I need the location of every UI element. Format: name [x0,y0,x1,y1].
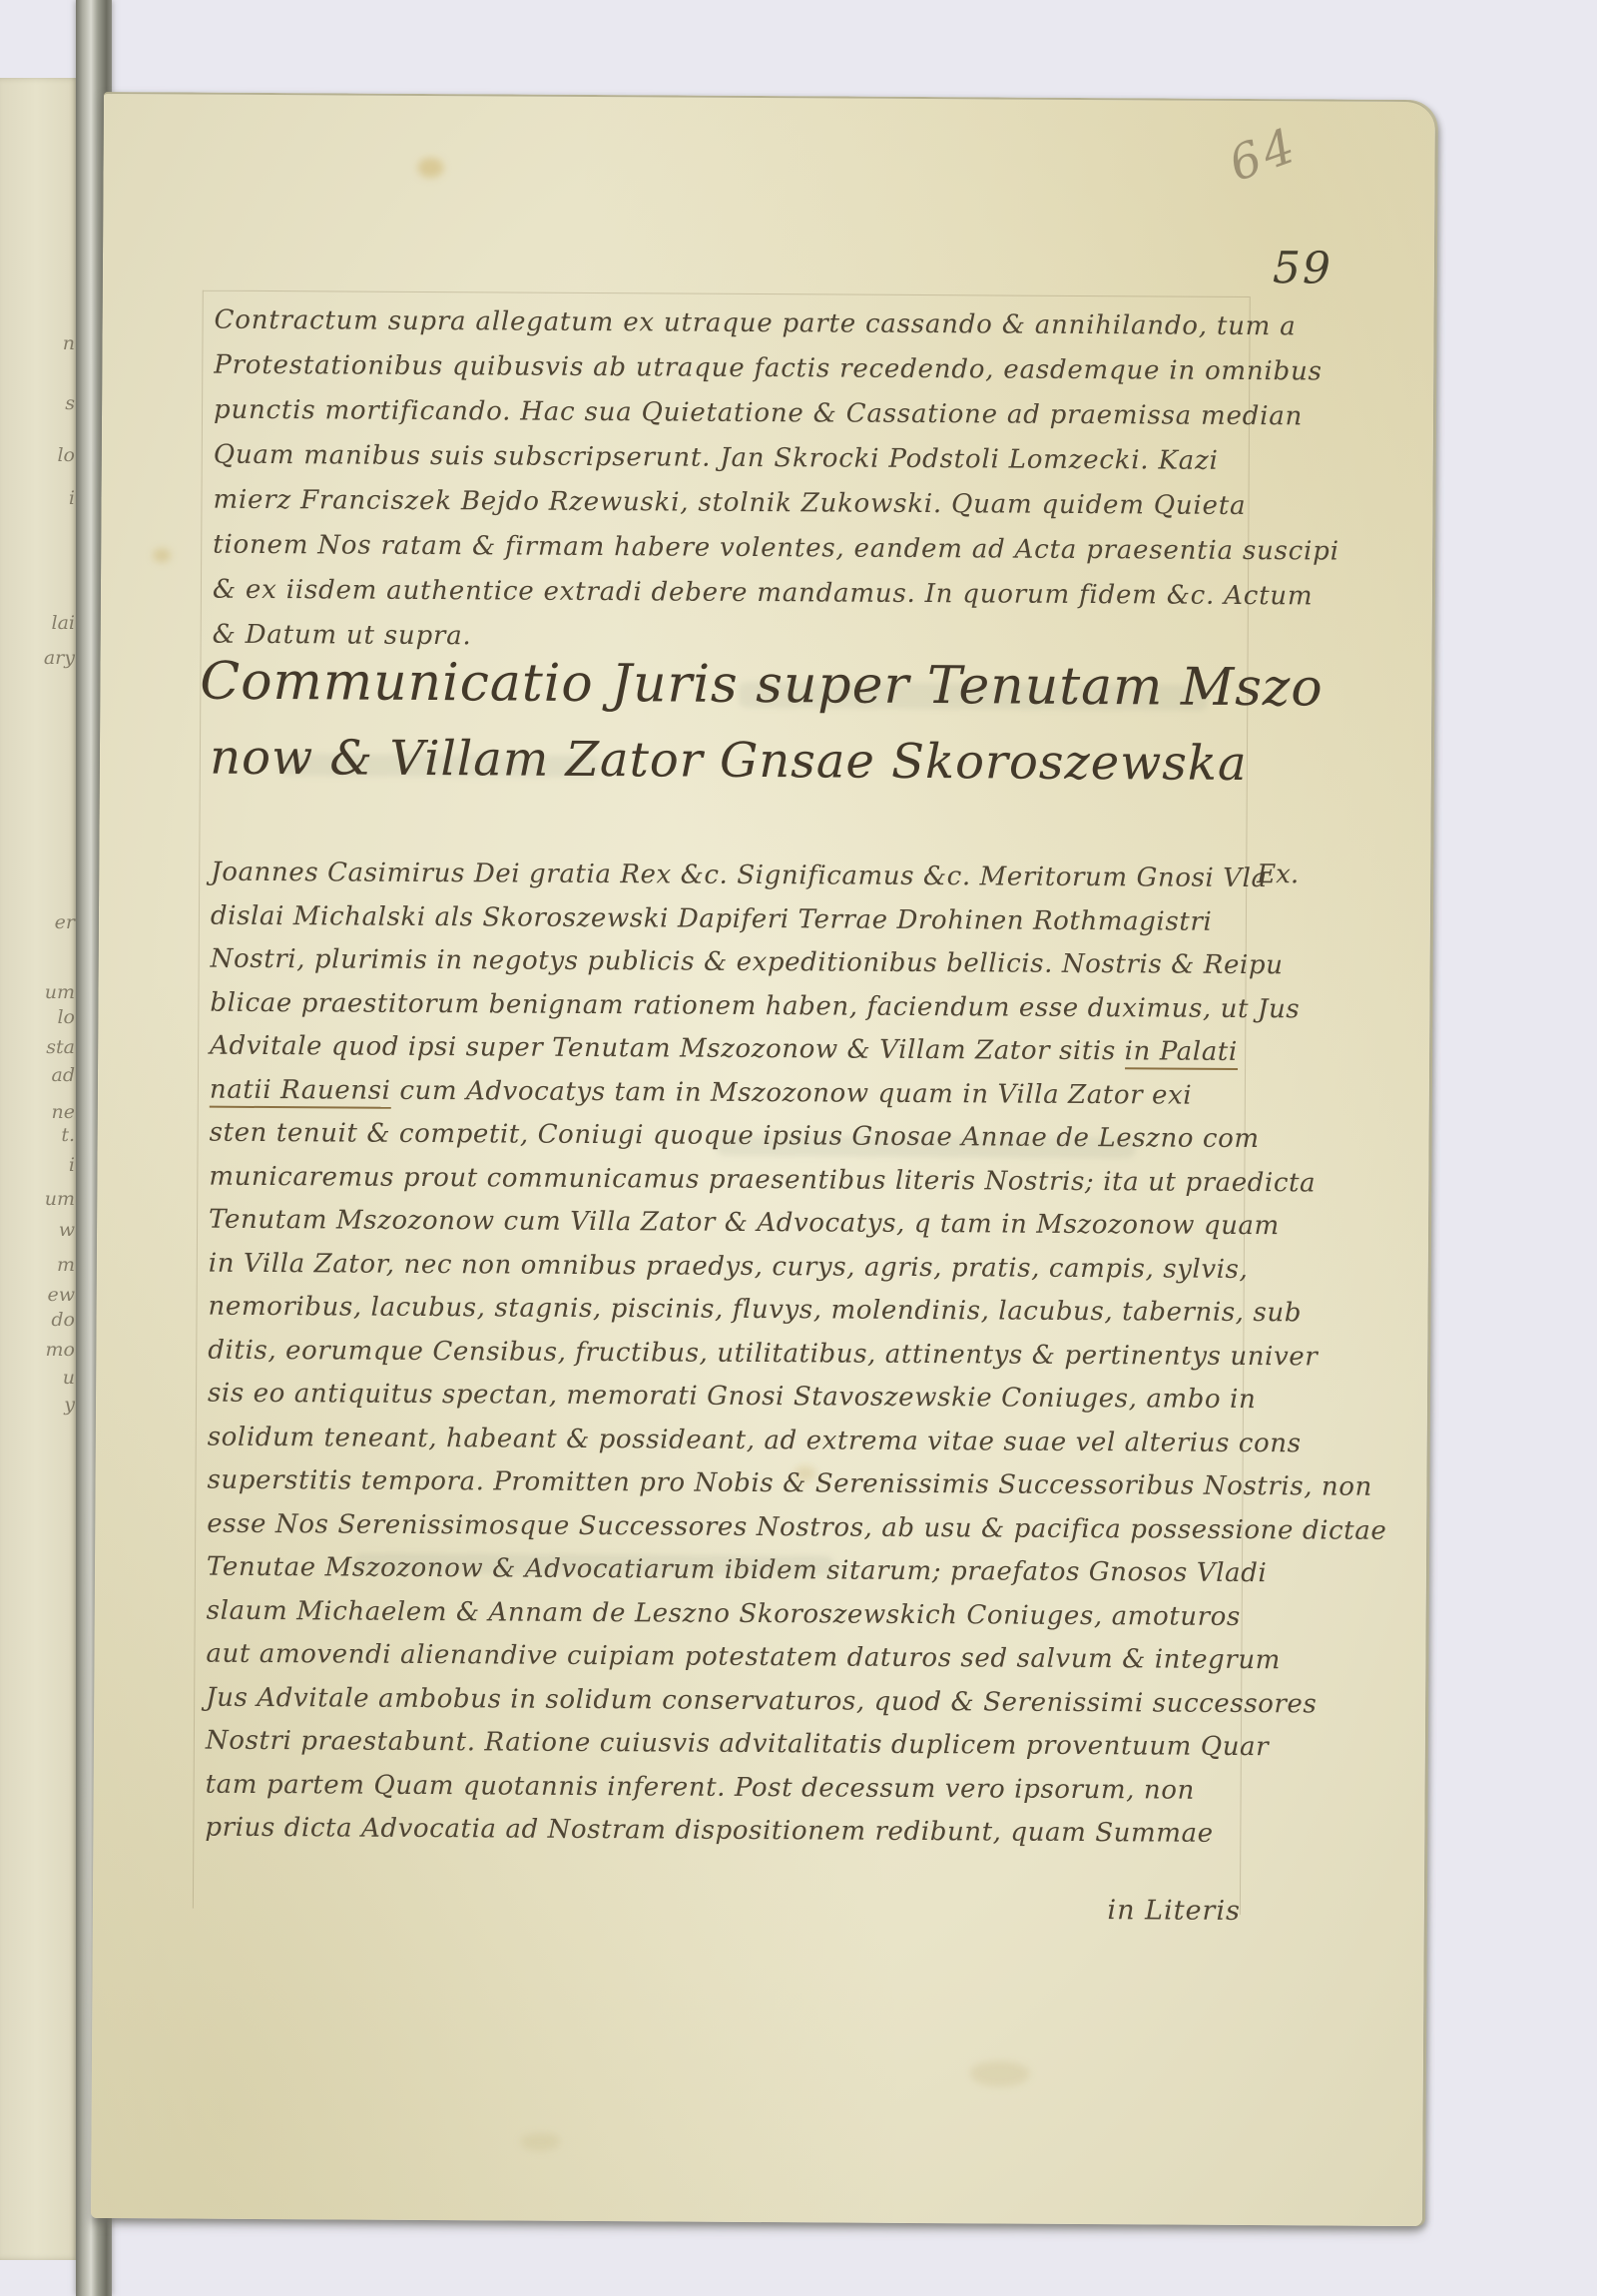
manuscript-line: blicae praestitorum benignam rationem haben, faciendum esse duximus, ut Jus [210,987,1301,1024]
paper-stain [153,548,171,562]
manuscript-line: Tenutam Mszozonow cum Villa Zator & Advocatys, q tam in Mszozonow quam [209,1204,1280,1242]
facing-page-text-fragment: lo [57,444,75,466]
facing-page-edge [0,78,80,2260]
facing-page-text-fragment: sta [46,1036,75,1058]
manuscript-line: Contractum supra allegatum ex utraque parte cassando & annihilando, tum a [214,304,1297,342]
facing-page-text-fragment: m [56,1254,75,1276]
paper-stain [520,2133,560,2151]
manuscript-line: superstitis tempora. Promitten pro Nobis & Serenissimis Successoribus Nostris, non [207,1464,1373,1502]
manuscript-line: Advitale quod ipsi super Tenutam Mszozonow & Villam Zator sitis in Palati [210,1025,1248,1075]
paper-stain [970,2060,1030,2086]
facing-page-text-fragment: um [44,981,75,1003]
facing-page-text-fragment: y [64,1394,75,1416]
catchword: in Literis [1107,1895,1241,1927]
manuscript-line: sis eo antiquitus spectan, memorati Gnosi Stavoszewskie Coniuges, ambo in [207,1378,1257,1416]
manuscript-line: municaremus prout communicamus praesentibus literis Nostris; ita ut praedicta [209,1161,1317,1198]
facing-page-text-fragment: er [54,911,75,933]
manuscript-line: nemoribus, lacubus, stagnis, piscinis, fluvys, molendinis, lacubus, tabernis, sub [208,1291,1303,1329]
facing-page-text-fragment: t. [61,1124,75,1146]
facing-page-text-fragment: lai [51,612,75,634]
facing-page-text-fragment: ary [43,647,75,669]
manuscript-line: punctis mortificando. Hac sua Quietatione & Cassatione ad praemissa median [213,394,1304,432]
facing-page-text-fragment: um [44,1188,75,1210]
facing-page-text-fragment: n [62,332,75,354]
manuscript-page [91,92,1435,2226]
manuscript-line: Jus Advitale ambobus in solidum conservaturos, quod & Serenissimi successores [206,1682,1318,1719]
facing-page-text-fragment: ne [51,1101,75,1123]
facing-page-text-fragment: u [62,1367,75,1389]
facing-page-text-fragment: do [51,1309,75,1331]
manuscript-line: prius dicta Advocatia ad Nostram dispositionem redibunt, quam Summae [205,1812,1214,1849]
entry-heading-line2: now & Villam Zator Gnsae Skoroszewska [210,729,1248,793]
facing-page-text-fragment: ew [47,1284,75,1306]
manuscript-line: Nostri praestabunt. Ratione cuiusvis advitalitatis duplicem proventuum Quar [205,1725,1270,1763]
manuscript-line: tam partem Quam quotannis inferent. Post decessum vero ipsorum, non [205,1769,1195,1806]
manuscript-line: tionem Nos ratam & firmam habere volentes, eandem ad Acta praesentia suscipi [213,529,1339,567]
manuscript-line: natii Rauensi cum Advocatys tam in Mszozonow quam in Villa Zator exi [209,1074,1193,1111]
manuscript-line: & ex iisdem authentice extradi debere mandamus. In quorum fidem &c. Actum [212,574,1314,612]
manuscript-line: ditis, eorumque Censibus, fructibus, utilitatibus, attinentys & pertinentys univer [208,1335,1319,1372]
manuscript-line: esse Nos Serenissimosque Successores Nostros, ab usu & pacifica possessione dictae [207,1508,1387,1546]
manuscript-line: mierz Franciszek Bejdo Rzewuski, stolnik Zukowski. Quam quidem Quieta [213,484,1247,521]
manuscript-line: & Datum ut supra. [212,619,472,652]
facing-page-text-fragment: ad [51,1064,75,1086]
entry-heading [200,642,1324,800]
manuscript-line: slaum Michaelem & Annam de Leszno Skoroszewskich Coniuges, amoturos [206,1595,1241,1632]
manuscript-line: aut amovendi alienandive cuipiam potestatem daturos sed salvum & integrum [206,1638,1282,1676]
facing-page-text-fragment: lo [57,1006,75,1028]
manuscript-line: Quam manibus suis subscripserunt. Jan Skrocki Podstoli Lomzecki. Kazi [213,439,1219,476]
margin-note: Ex. [1257,860,1300,890]
facing-page-text-fragment: mo [45,1339,75,1361]
manuscript-line: Tenutae Mszozonow & Advocatiarum ibidem sitarum; praefatos Gnosos Vladi [206,1551,1268,1589]
manuscript-line: Nostri, plurimis in negotys publicis & expeditionibus bellicis. Nostris & Reipu [210,943,1284,981]
entry-heading-line1: Communicatio Juris super Tenutam Mszo [200,651,1324,719]
facing-page-text-fragment: s [65,392,75,414]
manuscript-line: Joannes Casimirus Dei gratia Rex &c. Significamus &c. Meritorum Gnosi Vla [211,857,1268,894]
manuscript-line: Protestationibus quibusvis ab utraque factis recedendo, easdemque in omnibus [214,349,1323,387]
folio-number-ink: 59 [1272,243,1333,294]
manuscript-line: dislai Michalski als Skoroszewski Dapiferi Terrae Drohinen Rothmagistri [210,900,1213,937]
facing-page-text-fragment: i [68,487,75,509]
folio-number-pencil: 64 [1222,117,1307,194]
manuscript-line: sten tenuit & competit, Coniugi quoque ipsius Gnosae Annae de Leszno com [209,1117,1260,1155]
body-paragraph [205,852,1387,1857]
closing-paragraph [212,298,1339,664]
manuscript-line: solidum teneant, habeant & possideant, ad extrema vitae suae vel alterius cons [207,1422,1302,1458]
facing-page-text-fragment: i [68,1154,75,1176]
paper-stain [417,158,443,178]
facing-page-text-fragment: w [58,1219,75,1241]
manuscript-line: in Villa Zator, nec non omnibus praedys, curys, agris, pratis, campis, sylvis, [208,1248,1249,1285]
